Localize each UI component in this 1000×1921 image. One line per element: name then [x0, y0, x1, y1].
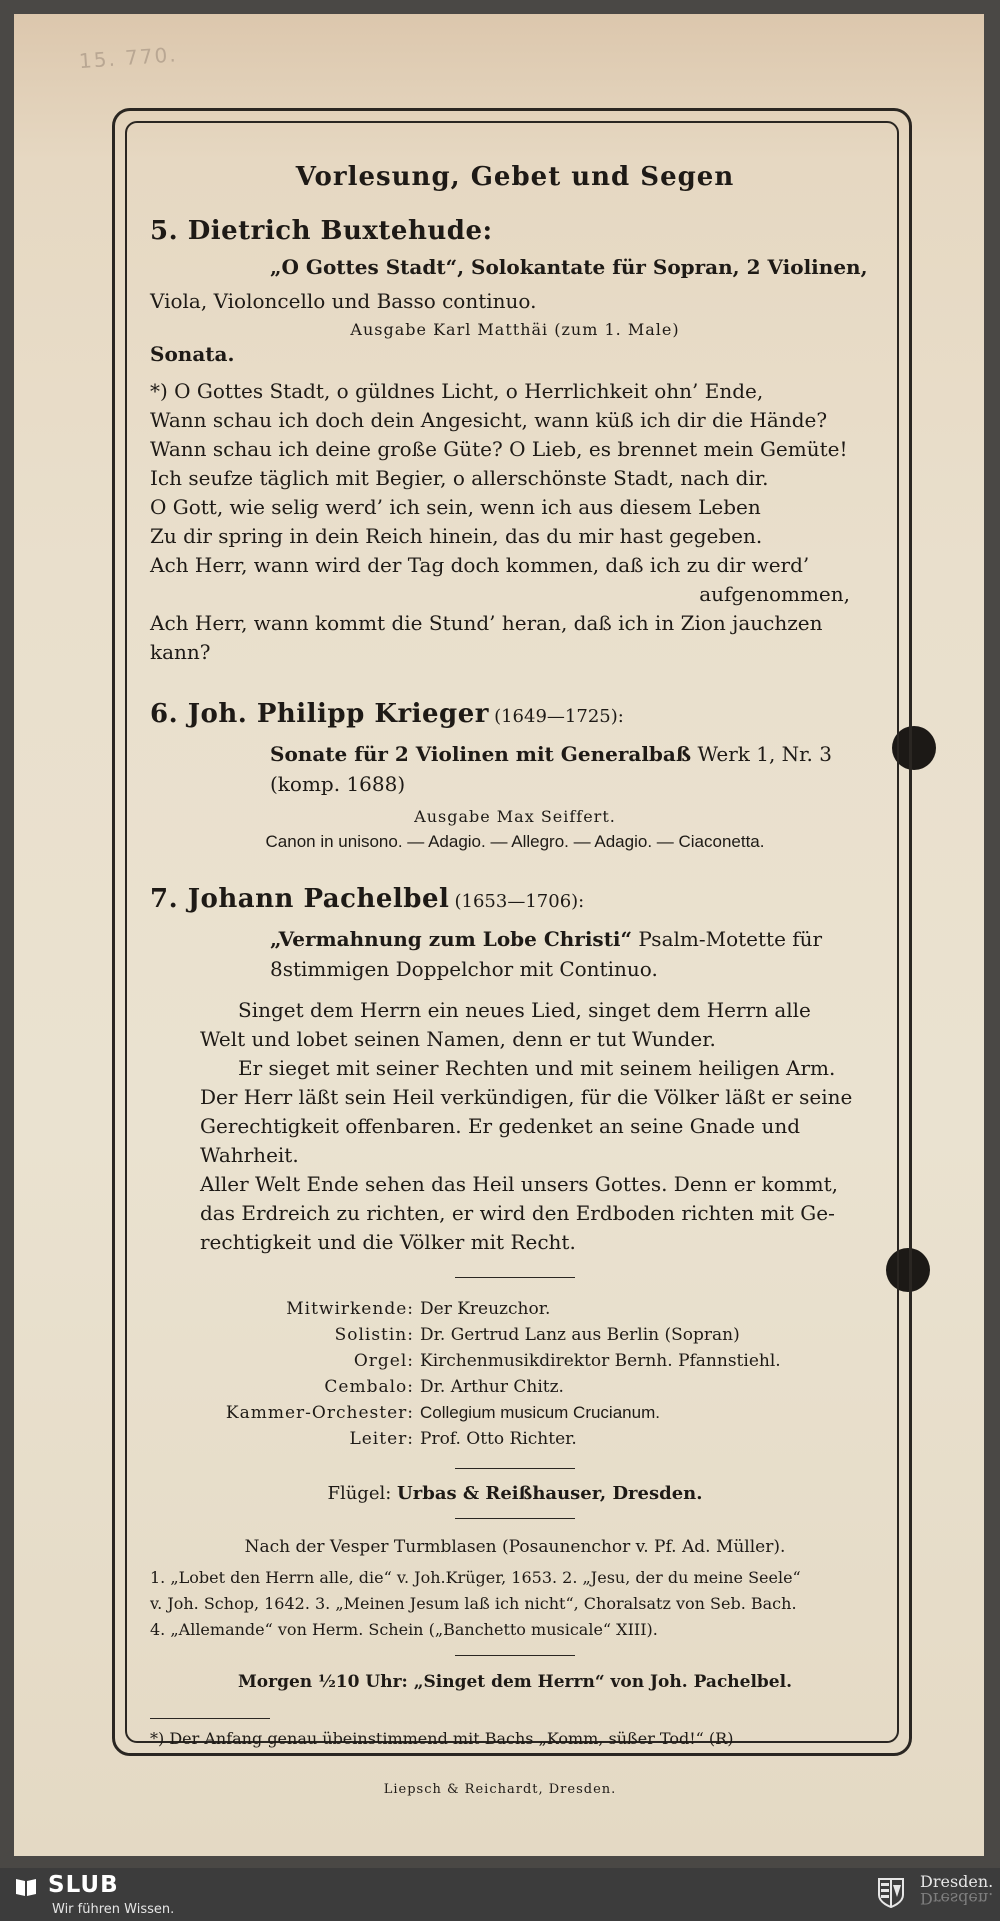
lyric-line-continuation: aufgenommen, — [699, 582, 850, 606]
divider — [455, 1518, 575, 1519]
item5-title: 5. Dietrich Buxtehude: — [150, 216, 493, 246]
lyric-line-last: Ach Herr, wann kommt die Stund’ heran, daß ich in Zion jauchzen kann? — [150, 611, 823, 664]
dresden-logo-text[interactable]: Dresden. — [920, 1872, 994, 1891]
program-item-7 — [150, 884, 880, 1257]
item5-edition: Ausgabe Karl Matthäi (zum 1. Male) — [350, 320, 680, 339]
item7-dates: (1653—1706): — [454, 891, 585, 912]
divider — [455, 1468, 575, 1469]
program-item-6 — [150, 699, 880, 852]
after-vesper-list — [150, 1565, 880, 1643]
performer-role: Leiter: — [349, 1429, 414, 1449]
dresden-logo-reflection: Dresden. — [920, 1889, 994, 1908]
lyric-line: *) O Gottes Stadt, o güldnes Licht, o Herrlichkeit ohn’ Ende, — [150, 379, 764, 403]
item6-dates: (1649—1725): — [494, 706, 624, 727]
after-vesper-title: Nach der Vesper Turmblasen (Posaunenchor v. Pf. Ad. Müller). — [244, 1537, 786, 1557]
item7-work — [150, 924, 880, 984]
piano-maker: Urbas & Reißhauser, Dresden. — [397, 1483, 703, 1504]
item7-work-rest: Psalm-Motette für — [638, 927, 823, 951]
tomorrow-announcement: Morgen ½10 Uhr: „Singet dem Herrn“ von Joh. Pachelbel. — [237, 1672, 793, 1692]
lyric-line: Wann schau ich doch dein Angesicht, wann küß ich dir die Hände? — [150, 408, 828, 432]
performer-role: Solistin: — [334, 1325, 414, 1345]
item7-work-line2: 8stimmigen Doppelchor mit Continuo. — [270, 957, 658, 981]
item6-work-comp: (komp. 1688) — [270, 772, 406, 796]
slub-tagline: Wir führen Wissen. — [52, 1902, 175, 1917]
lyric-line: O Gott, wie selig werd’ ich sein, wenn ich aus diesem Leben — [150, 495, 761, 519]
dresden-crest-icon — [877, 1877, 905, 1909]
piano-credit — [150, 1483, 880, 1504]
item5-work-line2: Viola, Violoncello und Basso continuo. — [150, 289, 537, 313]
program-content — [150, 150, 880, 1748]
performer-name: Collegium musicum Crucianum. — [420, 1403, 660, 1422]
performer-name: Kirchenmusikdirektor Bernh. Pfannstiehl. — [420, 1351, 781, 1371]
item5-work-line1: „O Gottes Stadt“, Solokantate für Sopran, 2 Violinen, — [270, 255, 868, 279]
performer-role: Cembalo: — [324, 1377, 414, 1397]
performers-list — [150, 1296, 880, 1452]
printer-imprint: Liepsch & Reichardt, Dresden. — [383, 1782, 617, 1797]
text-line: Gerechtigkeit offenbaren. Er gedenket an seine Gnade und Wahrheit. — [200, 1114, 801, 1167]
footnote-rule — [150, 1718, 270, 1719]
item6-work-opus: Werk 1, Nr. 3 — [697, 742, 832, 766]
item5-sonata: Sonata. — [150, 342, 235, 366]
divider — [455, 1655, 575, 1656]
performer-name: Dr. Arthur Chitz. — [420, 1377, 564, 1397]
text-line: rechtigkeit und die Völker mit Recht. — [200, 1230, 576, 1254]
lyric-line: Ich seufze täglich mit Begier, o allerschönste Stadt, nach dir. — [150, 466, 769, 490]
text-line: das Erdreich zu richten, er wird den Erdboden richten mit Ge- — [200, 1201, 835, 1225]
piano-label: Flügel: — [327, 1483, 392, 1504]
lyric-line: Zu dir spring in dein Reich hinein, das du mir hast gegeben. — [150, 524, 763, 548]
after-vesper-line: v. Joh. Schop, 1642. 3. „Meinen Jesum laß ich nicht“, Choralsatz von Seb. Bach. — [150, 1594, 797, 1613]
item7-text — [150, 996, 880, 1257]
lyric-line: Wann schau ich deine große Güte? O Lieb, es brennet mein Gemüte! — [150, 437, 848, 461]
text-line: Singet dem Herrn ein neues Lied, singet dem Herrn alle — [238, 998, 811, 1022]
item6-work-title: Sonate für 2 Violinen mit Generalbaß — [270, 742, 692, 766]
lyric-line: Ach Herr, wann wird der Tag doch kommen, daß ich zu dir werd’ — [150, 553, 810, 577]
section-heading: Vorlesung, Gebet und Segen — [295, 162, 735, 192]
after-vesper-line: 4. „Allemande“ von Herm. Schein („Banchetto musicale“ XIII). — [150, 1620, 658, 1639]
performer-role: Mitwirkende: — [286, 1299, 414, 1319]
slub-brand[interactable]: SLUB — [48, 1872, 119, 1898]
item7-work-title: „Vermahnung zum Lobe Christi“ — [270, 927, 633, 951]
text-line: Aller Welt Ende sehen das Heil unsers Gottes. Denn er kommt, — [200, 1172, 839, 1196]
performer-name: Der Kreuzchor. — [420, 1299, 551, 1319]
page-mark: 15. 770. — [78, 42, 179, 74]
item6-movements: Canon in unisono. — Adagio. — Allegro. — Adagio. — Ciaconetta. — [265, 832, 765, 851]
text-line: Der Herr läßt sein Heil verkündigen, für die Völker läßt er seine — [200, 1085, 853, 1109]
item6-title: 6. Joh. Philipp Krieger — [150, 699, 489, 729]
item7-title: 7. Johann Pachelbel — [150, 884, 450, 914]
text-line: Welt und lobet seinen Namen, denn er tut Wunder. — [200, 1027, 716, 1051]
item5-lyrics — [150, 377, 880, 667]
after-vesper-line: 1. „Lobet den Herrn alle, die“ v. Joh.Krüger, 1653. 2. „Jesu, der du meine Seele“ — [150, 1568, 801, 1587]
performer-name: Dr. Gertrud Lanz aus Berlin (Sopran) — [420, 1325, 740, 1345]
performer-name: Prof. Otto Richter. — [420, 1429, 577, 1449]
footnote: *) Der Anfang genau übeinstimmend mit Bachs „Komm, süßer Tod!“ (R) — [150, 1729, 734, 1748]
item6-work — [150, 739, 880, 799]
book-icon — [14, 1875, 38, 1899]
text-line: Er sieget mit seiner Rechten und mit seinem heiligen Arm. — [238, 1056, 836, 1080]
performer-role: Kammer-Orchester: — [225, 1403, 414, 1423]
program-item-5 — [150, 216, 880, 667]
divider — [455, 1277, 575, 1278]
item6-edition: Ausgabe Max Seiffert. — [414, 807, 616, 826]
performer-role: Orgel: — [353, 1351, 414, 1371]
